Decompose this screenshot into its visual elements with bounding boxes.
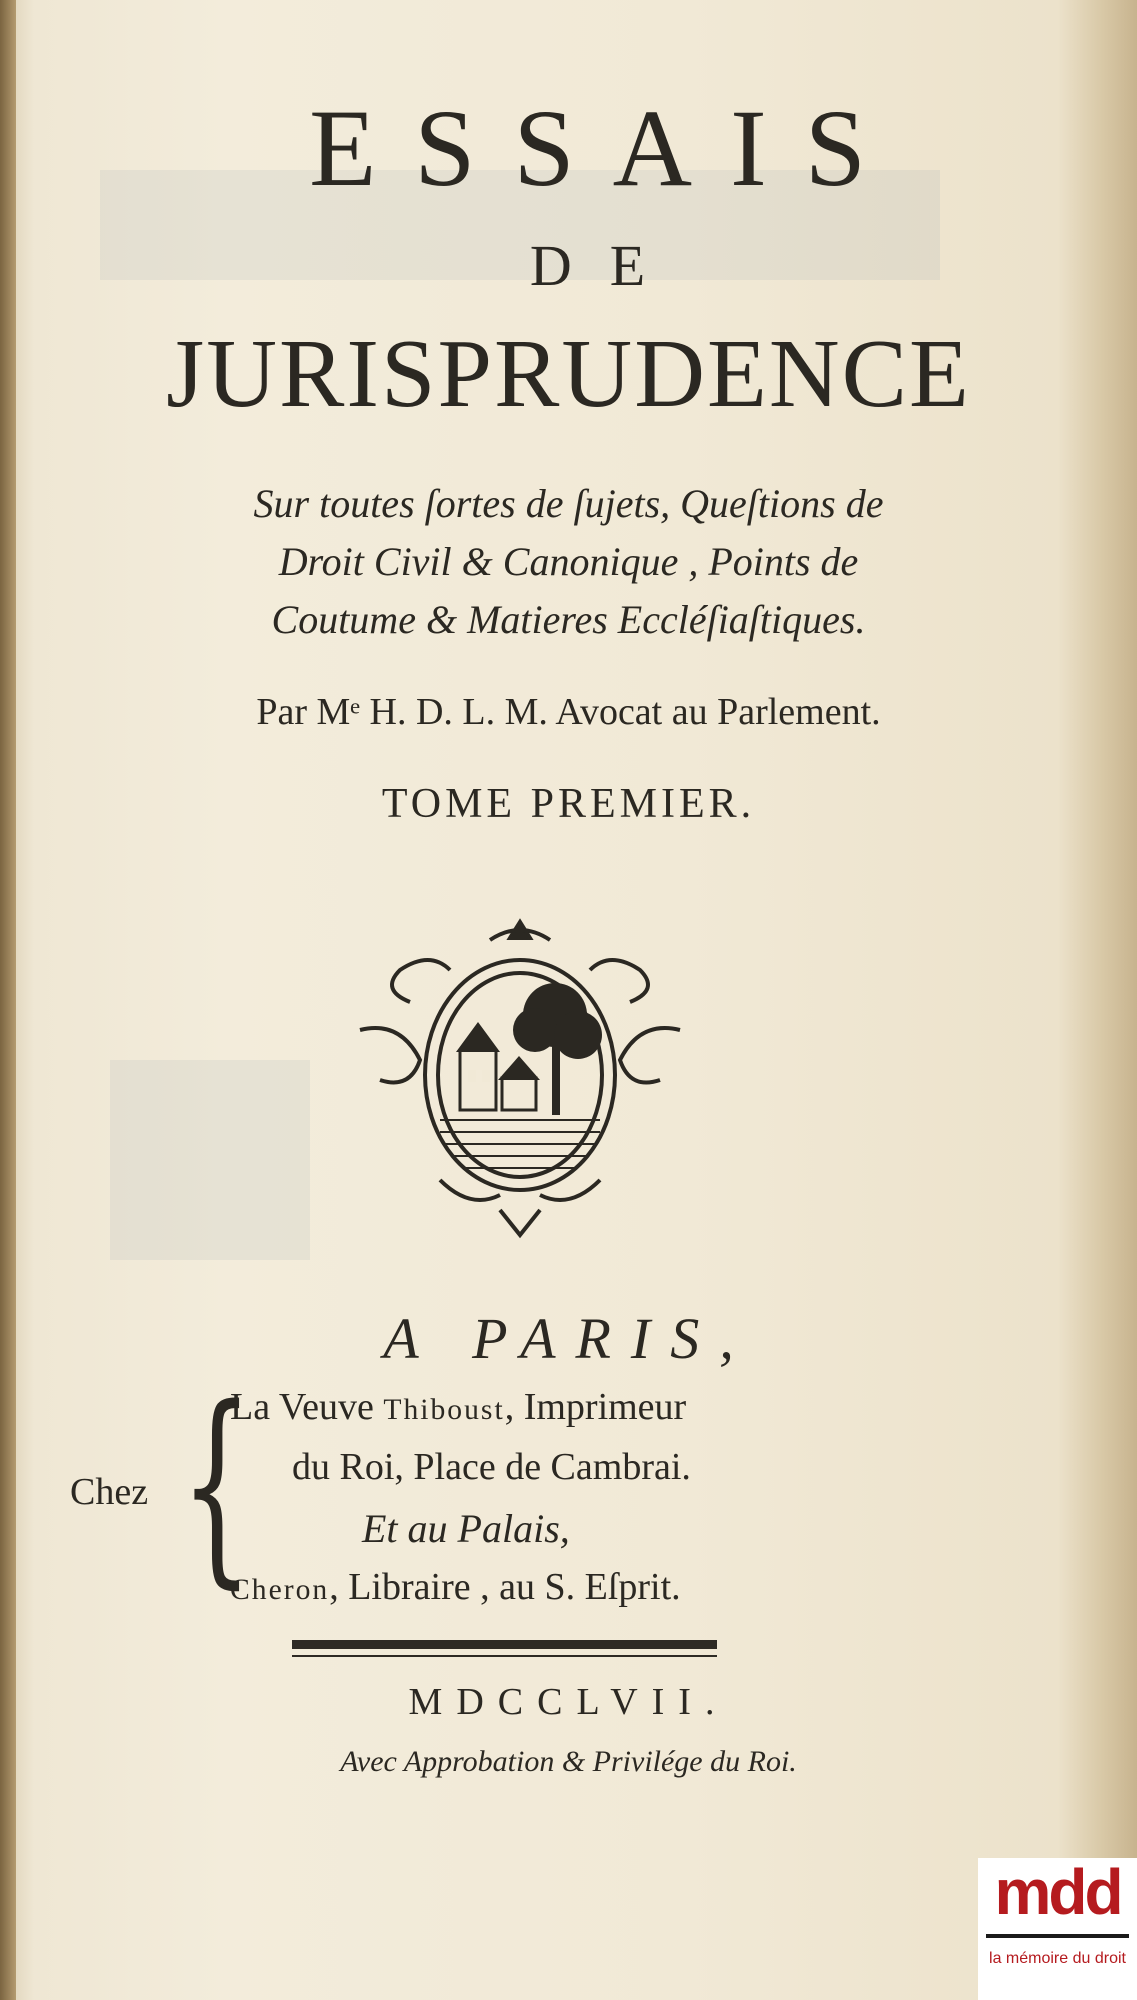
imprint-line-3: Et au Palais, — [362, 1506, 570, 1551]
show-through-initial — [110, 1060, 310, 1260]
volume-label: TOME PREMIER. — [381, 781, 756, 827]
logo-tagline: la mémoire du droit — [989, 1950, 1126, 1967]
imprint-city: A PARIS, — [383, 1306, 754, 1371]
publication-year: MDCCLVII. — [408, 1681, 729, 1723]
mdd-logo — [978, 1858, 1137, 2000]
imprint-line-1-suffix: , Imprimeur — [504, 1386, 687, 1428]
title-connector: DE — [529, 233, 684, 298]
imprint-chez: Chez — [70, 1471, 149, 1513]
book-main-title: JURISPRUDENCE — [166, 320, 971, 428]
author-line: Par Mᵉ H. D. L. M. Avocat au Parlement. — [256, 691, 881, 733]
printer-ornament-icon — [340, 910, 700, 1240]
logo-mark: mdd — [994, 1856, 1121, 1928]
subtitle-line-1: Sur toutes ſortes de ſujets, Queſtions de — [253, 481, 884, 526]
bookseller-name: Cheron — [230, 1574, 330, 1606]
logo-underline — [986, 1934, 1129, 1938]
imprint-line-1-prefix: La Veuve — [230, 1386, 384, 1428]
subtitle-line-3: Coutume & Matieres Eccléſiaſtiques. — [271, 597, 866, 642]
imprint-line-4 — [230, 1565, 681, 1609]
book-title: ESSAIS — [309, 87, 904, 209]
privilege-line: Avec Approbation & Privilége du Roi. — [340, 1745, 797, 1778]
double-rule-divider — [292, 1640, 717, 1658]
imprint-line-1 — [230, 1385, 686, 1429]
subtitle-line-2: Droit Civil & Canonique , Points de — [278, 539, 859, 584]
printer-name: Thiboust — [383, 1394, 505, 1426]
curly-brace-icon: { — [180, 1362, 254, 1607]
imprint-line-4-suffix: , Libraire , au S. Eſprit. — [329, 1566, 681, 1608]
imprint-line-2: du Roi, Place de Cambrai. — [292, 1446, 691, 1488]
